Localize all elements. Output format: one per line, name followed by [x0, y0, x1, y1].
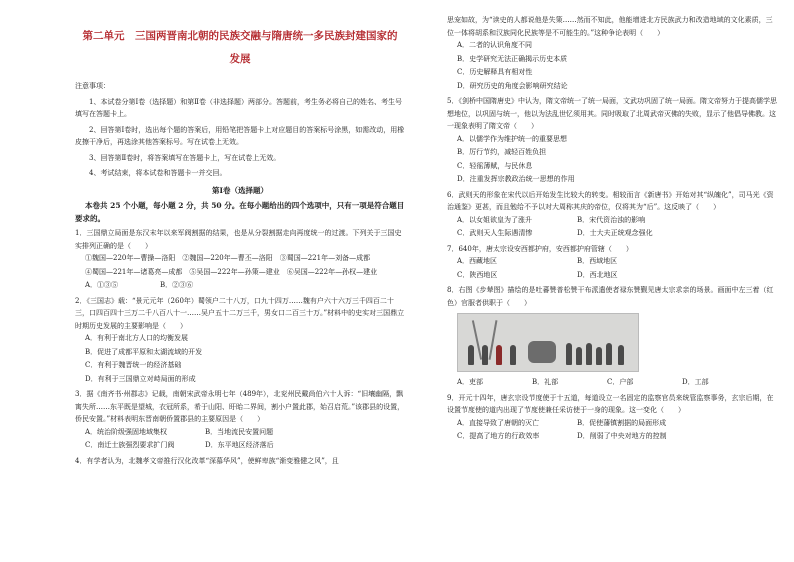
notice-heading: 注意事项： — [75, 82, 110, 90]
section-intro: 本卷共 25 个小题，每小题 2 分，共 50 分。在每小题给出的四个选项中，只有一项是符合题目要求的。 — [75, 201, 405, 223]
option-b[interactable]: B．促使藩镇割据的局面形成 — [577, 418, 667, 427]
question-line: ④蜀国—221年—诸葛亮—成都 ⑤吴国—222年—孙策—建业 ⑥吴国—222年—孙权—建业 — [85, 267, 378, 276]
figure-person — [586, 343, 592, 365]
question-stem: 3．据《南齐书·州郡志》记载，南朝宋武帝永明七年（489年），北兖州民戴尚伯六十人诉：“旧壤幽隔，飘寓失所……东平既是望城，衣冠所系，希于山阳、盱眙二界间，割小户置此郡，始召启荒。”该郡县的设置，侨民安置。”材料表明东晋南朝侨置郡县的主要原因是（ ） — [75, 390, 405, 424]
option-d[interactable]: D．士大夫正统观念强化 — [577, 229, 653, 237]
question-stem: 6．武则天的形象在宋代以后开始发生比较大的转变。相较而言《新唐书》开始对其“纵魄化”，司马光《资治通鉴》更甚，而且勉给不予以对大周称其庆的帝位，仅将其为“后”。这反映了（ ） — [447, 190, 774, 211]
option-a[interactable]: A．①③⑤ — [85, 281, 119, 290]
question-stem: 7．640年，唐太宗设安西都护府，安西都护府管辖（ ） — [447, 244, 633, 253]
question-stem: 1．三国鼎立局面是东汉末年以来军阀割据的结果，也是从分裂割据走向再度统一的过渡。下列关于三国史实排列正确的是（ ） — [75, 229, 402, 250]
option-d[interactable]: D．研究历史的角度会影响研究结论 — [457, 81, 568, 90]
notice-item: 3、回答第Ⅱ卷时，将答案填写在答题卡上，写在试卷上无效。 — [89, 153, 281, 162]
figure-detail — [528, 341, 556, 363]
option-d[interactable]: D．东平地区经济落后 — [205, 441, 274, 450]
question-7 — [447, 243, 777, 283]
option-d[interactable]: D．工部 — [682, 378, 709, 386]
question-9 — [447, 392, 777, 444]
figure-person — [496, 345, 502, 365]
question-4-continued — [447, 14, 777, 93]
question-2 — [75, 295, 405, 387]
option-c[interactable]: C．提高了地方的行政效率 — [457, 432, 540, 440]
page-title-line1: 第二单元 三国两晋南北朝的民族交融与隋唐统一多民族封建国家的 — [82, 30, 398, 42]
figure-person — [618, 345, 624, 365]
question-5 — [447, 95, 777, 187]
option-a[interactable]: A．二者的认识角度不同 — [457, 41, 533, 49]
notice-item: 4、考试结束，将本试卷和答题卡一并交回。 — [89, 169, 227, 177]
figure-person — [606, 343, 612, 365]
option-c[interactable]: C．轻徭薄赋，与民休息 — [457, 161, 533, 170]
option-c[interactable]: C．有利于魏晋统一的经济基础 — [85, 361, 182, 370]
question-stem: 8．右图《步辇图》描绘的是吐蕃赞普松赞干布派遣使者禄东赞觐见唐太宗求亲的场景。画面中左三着（红色）官服者供职于（ ） — [447, 286, 774, 307]
question-8 — [447, 284, 777, 390]
option-d[interactable]: D．西北地区 — [577, 270, 618, 279]
figure-person — [596, 347, 602, 365]
option-a[interactable]: A．直接导致了唐朝的灭亡 — [457, 418, 540, 427]
option-d[interactable]: D．有利于三国鼎立对峙局面的形成 — [85, 374, 196, 383]
right-column — [447, 12, 777, 444]
question-stem: 思宠如故，为“读史的人都说他是失策……然而不知此，他能增进北方民族武力和改造地域的文化素质，三位一体将胡系和汉族同化民族等是不可能生的。”这种争论表明（ ） — [447, 16, 773, 37]
question-stem: 4．有学者认为，北魏孝文帝推行汉化改革“深慕华风”，使鲜卑族“渐变雅健之风”，且 — [75, 456, 339, 465]
section-title: 第Ⅰ卷（选择题） — [211, 185, 268, 195]
question-stem: 9．开元十四年，唐玄宗设节度使于十五道，每道设立一名固定的监察官员来统管监察事务，玄宗后期，在设置节度使的道内出现了节度使兼任采访使于一身的现象。这一变化（ ） — [447, 393, 774, 414]
page-title-line2: 发展 — [229, 53, 251, 65]
option-b[interactable]: B．②③⑥ — [160, 281, 194, 290]
option-d[interactable]: D．削弱了中央对地方的控制 — [577, 432, 667, 440]
option-a[interactable]: A．以女姐欲皇为了涨升 — [457, 215, 533, 224]
option-b[interactable]: B．厉行节约，减轻百姓负担 — [457, 148, 547, 156]
left-column — [75, 0, 405, 467]
option-c[interactable]: C．武则天人生际遇清惨 — [457, 229, 533, 237]
figure-person — [576, 347, 582, 365]
option-b[interactable]: B．史学研究无法正确揭示历史本质 — [457, 54, 568, 63]
question-6 — [447, 189, 777, 241]
option-b[interactable]: B．礼部 — [532, 378, 559, 386]
option-b[interactable]: B．当地流民安置问题 — [205, 427, 274, 436]
notice-item: 2、回答第Ⅰ卷时，选出每个题的答案后，用铅笔把答题卡上对应题目的答案标号涂黑，如需改动，用橡皮擦干净后，再选涂其他答案标号。写在试卷上无效。 — [75, 125, 405, 146]
notice-item: 1、本试卷分第Ⅰ卷（选择题）和第Ⅱ卷（非选择题）两部分。答题前，考生务必将自己的姓名、考生号填写在答题卡上。 — [75, 97, 402, 118]
figure-person — [566, 343, 572, 365]
figure-person — [468, 345, 474, 365]
option-d[interactable]: D．注重发挥宗教政治统一思想的作用 — [457, 175, 575, 183]
option-a[interactable]: A．统治阶级强固地域集权 — [85, 427, 168, 436]
option-b[interactable]: B．宋代资治浊的影响 — [577, 215, 646, 224]
question-1 — [75, 227, 405, 293]
option-c[interactable]: C．南迁士族强烈要求扩门阀 — [85, 441, 175, 450]
question-stem: 5．《剑桥中国隋唐史》中认为，隋文帝统一了统一局面，文武功巩固了统一局面。隋文帝努力于提高儒学思想地位，以巩固与统一，他以为法乱世忆须用其。同时吸取了北周武帝灭佛的失败，显示了他倡导佛教。这一现象表明了隋文帝（ ） — [447, 97, 777, 130]
option-a[interactable]: A．以儒学作为维护统一的重要思想 — [457, 134, 568, 143]
option-a[interactable]: A．吏部 — [457, 378, 484, 386]
figure-person — [482, 345, 488, 365]
option-b[interactable]: B．促进了成都平原和太湖流域的开发 — [85, 347, 203, 356]
question-stem: 2．《三国志》载：“景元元年（260年）蜀领户二十八万，口九十四万……魏有户六十六万三千四百二十三，口四百四十三万二千八百八十一……吴户五十二万三千，男女口二百三十万。”材料中的史实对三国鼎立时期历史发展的主要影响是（ ） — [75, 296, 405, 330]
option-c[interactable]: C．陕西地区 — [457, 270, 498, 279]
question-4 — [75, 455, 405, 468]
option-a[interactable]: A．西藏地区 — [457, 257, 498, 265]
notice-block — [75, 80, 405, 180]
question-3 — [75, 388, 405, 453]
painting-image — [457, 313, 639, 372]
figure-person — [510, 345, 516, 365]
option-c[interactable]: C．历史解释具有相对性 — [457, 68, 533, 76]
question-line: ①魏国—220年—曹操—洛阳 ②魏国—220年—曹丕—洛阳 ③蜀国—221年—刘备—成都 — [85, 254, 371, 263]
option-a[interactable]: A．有利于南北方人口的均衡发展 — [85, 334, 189, 343]
option-b[interactable]: B．西域地区 — [577, 257, 618, 265]
option-c[interactable]: C．户部 — [607, 378, 634, 386]
